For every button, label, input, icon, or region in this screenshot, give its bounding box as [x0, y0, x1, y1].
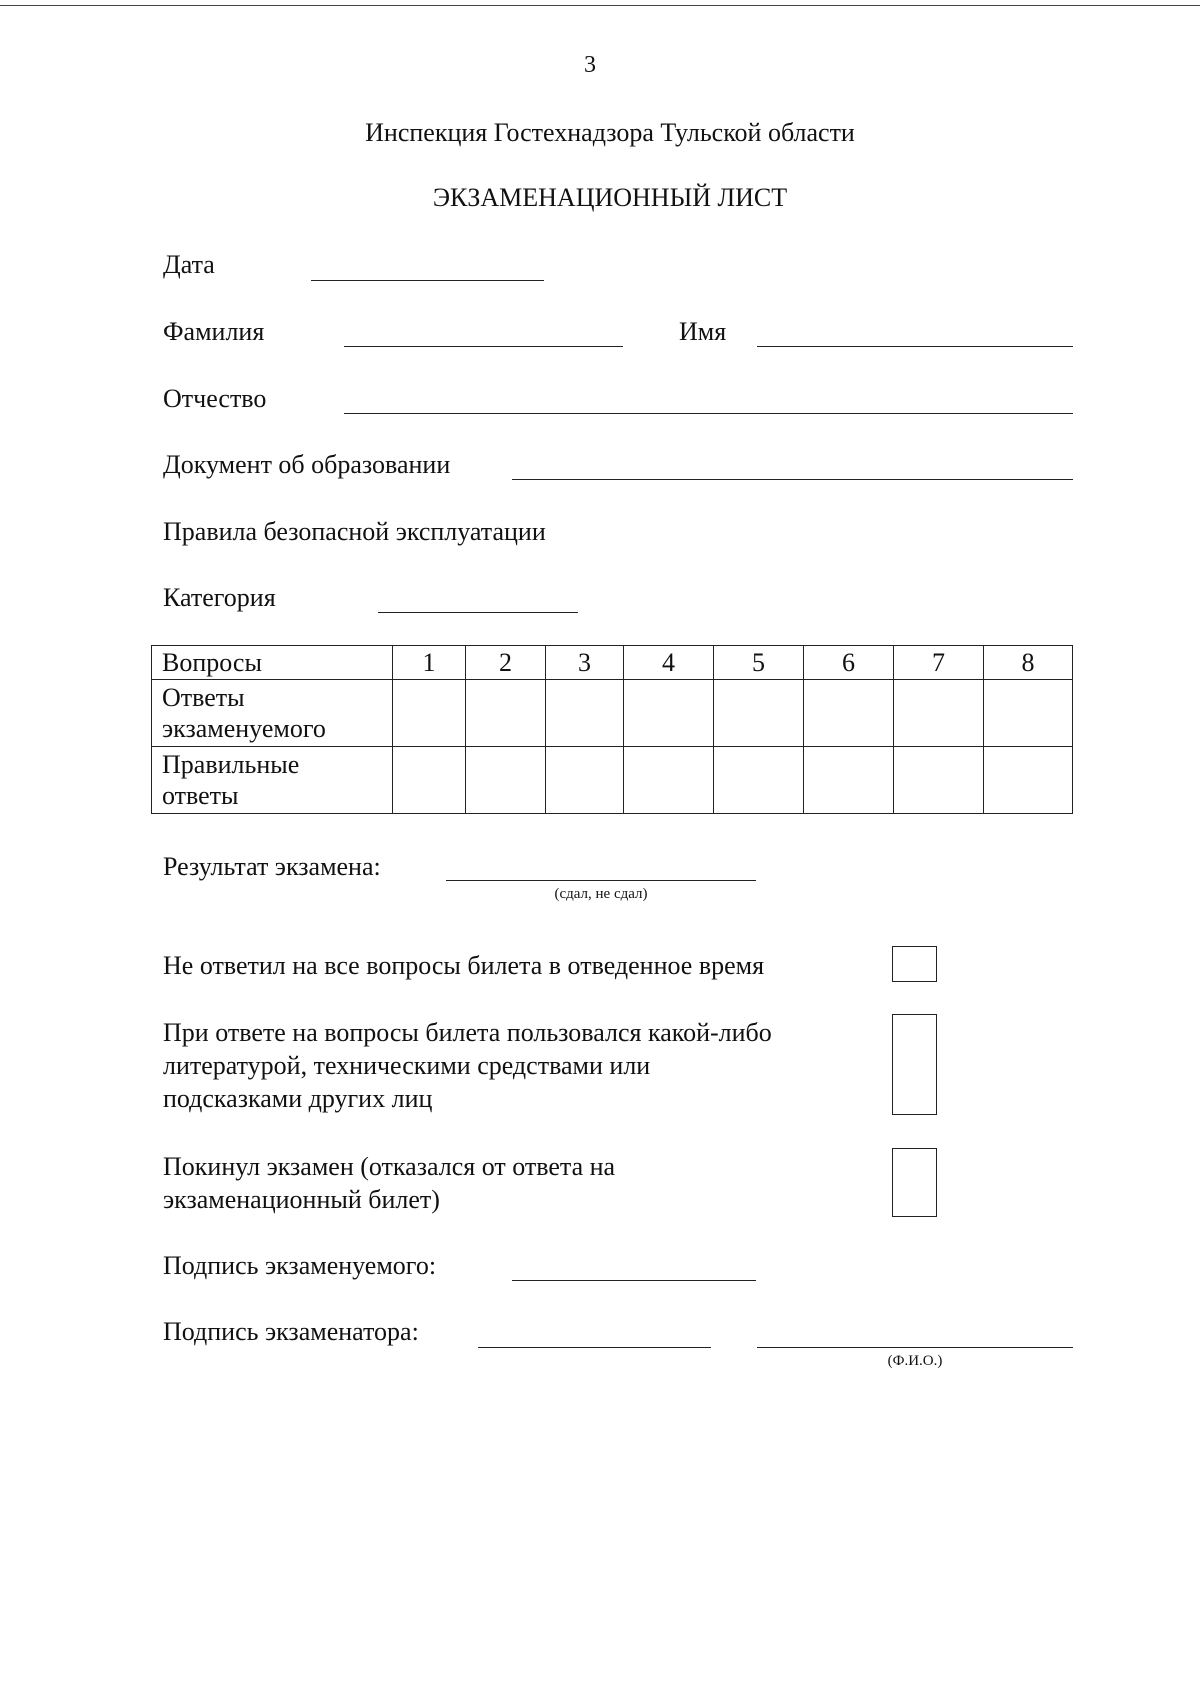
question-number: 6: [804, 646, 894, 680]
category-field[interactable]: [378, 612, 578, 613]
question-number: 8: [984, 646, 1073, 680]
answer-cell[interactable]: [624, 680, 714, 747]
correct-answer-cell[interactable]: [393, 747, 466, 814]
answer-cell[interactable]: [894, 680, 984, 747]
question-number: 2: [466, 646, 546, 680]
examinee-answers-row: [152, 680, 1073, 747]
date-label: Дата: [163, 250, 215, 279]
result-hint: (сдал, не сдал): [554, 886, 648, 902]
surname-field[interactable]: [344, 346, 623, 347]
patronymic-label: Отчество: [163, 384, 267, 413]
category-label: Категория: [163, 583, 276, 612]
questions-header: Вопросы: [152, 646, 393, 680]
education-document-field[interactable]: [512, 479, 1073, 480]
organization-name: Инспекция Гостехнадзора Тульской области: [365, 118, 855, 147]
correct-answer-cell[interactable]: [624, 747, 714, 814]
left-exam-line: экзаменационный билет): [163, 1185, 440, 1214]
correct-answer-cell[interactable]: [546, 747, 624, 814]
question-number: 1: [393, 646, 466, 680]
used-aids-checkbox[interactable]: [892, 1014, 937, 1115]
date-field[interactable]: [311, 280, 544, 281]
fio-hint: (Ф.И.О.): [887, 1353, 943, 1369]
correct-answer-cell[interactable]: [894, 747, 984, 814]
left-exam-label: [163, 1150, 615, 1216]
answers-table: [151, 645, 1073, 814]
question-number: 5: [714, 646, 804, 680]
name-field[interactable]: [757, 346, 1073, 347]
left-exam-checkbox[interactable]: [892, 1148, 937, 1217]
correct-answer-cell[interactable]: [466, 747, 546, 814]
result-label: Результат экзамена:: [163, 852, 381, 881]
examiner-fio-field[interactable]: [757, 1347, 1073, 1348]
examinee-signature-field[interactable]: [512, 1280, 756, 1281]
correct-answer-cell[interactable]: [804, 747, 894, 814]
correct-answer-cell[interactable]: [714, 747, 804, 814]
correct-answers-header: Правильные ответы: [152, 747, 393, 814]
question-number: 4: [624, 646, 714, 680]
examinee-signature-label: Подпись экзаменуемого:: [163, 1251, 437, 1280]
used-aids-label: [163, 1016, 772, 1115]
examiner-signature-field[interactable]: [478, 1347, 711, 1348]
answer-cell[interactable]: [714, 680, 804, 747]
surname-label: Фамилия: [163, 317, 265, 346]
examiner-signature-label: Подпись экзаменатора:: [163, 1317, 419, 1346]
name-label: Имя: [679, 317, 727, 346]
left-exam-line: Покинул экзамен (отказался от ответа на: [163, 1152, 616, 1181]
result-field[interactable]: [446, 880, 756, 881]
examinee-answers-header: Ответы экзаменуемого: [152, 680, 393, 747]
answer-cell[interactable]: [393, 680, 466, 747]
questions-row: [152, 646, 1073, 680]
answer-cell[interactable]: [546, 680, 624, 747]
correct-answer-cell[interactable]: [984, 747, 1073, 814]
safety-rules-label: Правила безопасной эксплуатации: [163, 517, 546, 546]
document-title: ЭКЗАМЕНАЦИОННЫЙ ЛИСТ: [432, 183, 788, 212]
question-number: 7: [894, 646, 984, 680]
used-aids-line: При ответе на вопросы билета пользовался какой-либо: [163, 1018, 772, 1047]
answer-cell[interactable]: [984, 680, 1073, 747]
not-answered-label: Не ответил на все вопросы билета в отведенное время: [163, 951, 765, 980]
used-aids-line: литературой, техническими средствами или: [163, 1051, 651, 1080]
correct-answers-row: [152, 747, 1073, 814]
question-number: 3: [546, 646, 624, 680]
answer-cell[interactable]: [804, 680, 894, 747]
answer-cell[interactable]: [466, 680, 546, 747]
used-aids-line: подсказками других лиц: [163, 1084, 433, 1113]
scan-edge-line: [470, 5, 1200, 6]
scan-edge-line: [0, 5, 470, 6]
patronymic-field[interactable]: [344, 413, 1073, 414]
page-number: 3: [584, 52, 596, 78]
not-answered-checkbox[interactable]: [892, 946, 937, 982]
education-document-label: Документ об образовании: [163, 450, 451, 479]
